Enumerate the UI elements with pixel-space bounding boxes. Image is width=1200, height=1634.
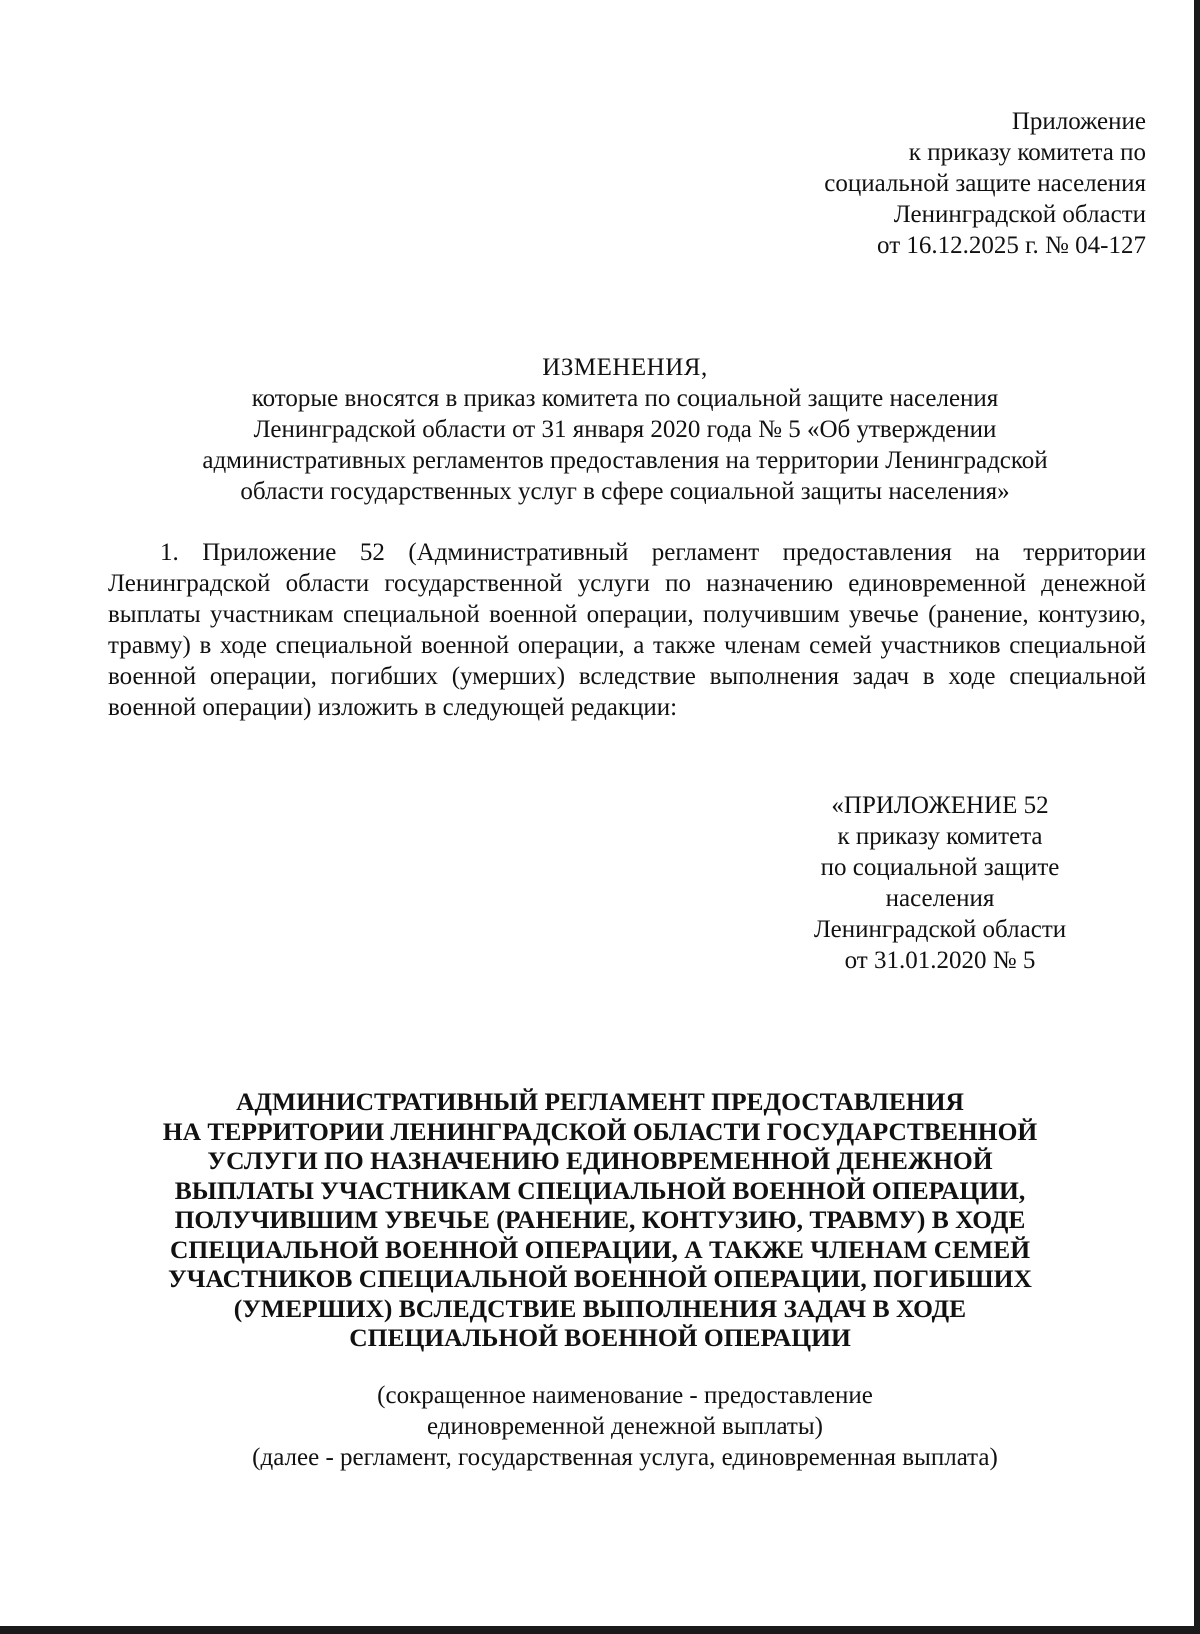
short-name-block — [100, 1380, 1150, 1473]
changes-subtitle-line: Ленинградской области от 31 января 2020 года № 5 «Об утверждении — [253, 416, 997, 443]
regulation-title-line: АДМИНИСТРАТИВНЫЙ РЕГЛАМЕНТ ПРЕДОСТАВЛЕНИЯ — [236, 1087, 964, 1116]
scan-edge-bottom — [0, 1626, 1200, 1634]
approval-line: Приложение — [1011, 108, 1146, 135]
changes-heading — [100, 352, 1150, 507]
changes-subtitle-line: административных регламентов предоставления на территории Ленинградской — [202, 447, 1048, 474]
regulation-title — [60, 1087, 1140, 1353]
annex-line: населения — [885, 885, 995, 912]
regulation-title-line: НА ТЕРРИТОРИИ ЛЕНИНГРАДСКОЙ ОБЛАСТИ ГОСУДАРСТВЕННОЙ — [162, 1116, 1038, 1146]
approval-order-number: от 16.12.2025 г. № 04-127 — [877, 232, 1146, 259]
paragraph-1: 1. Приложение 52 (Административный регламент предоставления на территории Ленинградской области государственной услуги по назначению единовременной денежной выплаты участникам специальной военной операции, получившим увечье (ранение, контузию, травму) в ходе специальной военной операции, а также членам семей участников специальной военной операции, погибших (умерших) вследствие выполнения задач в ходе специальной военной операции) изложить в следующей редакции: — [108, 539, 1146, 721]
regulation-title-line: ВЫПЛАТЫ УЧАСТНИКАМ СПЕЦИАЛЬНОЙ ВОЕННОЙ ОПЕРАЦИИ, — [174, 1175, 1026, 1205]
regulation-title-line: СПЕЦИАЛЬНОЙ ВОЕННОЙ ОПЕРАЦИИ, А ТАКЖЕ ЧЛЕНАМ СЕМЕЙ — [169, 1234, 1031, 1264]
annex-header — [760, 790, 1120, 976]
changes-subtitle-line: области государственных услуг в сфере социальной защиты населения» — [240, 478, 1010, 505]
approval-line: к приказу комитета по — [908, 139, 1146, 166]
short-name-line: единовременной денежной выплаты) — [427, 1413, 823, 1440]
regulation-title-line: ПОЛУЧИВШИМ УВЕЧЬЕ (РАНЕНИЕ, КОНТУЗИЮ, ТРАВМУ) В ХОДЕ — [174, 1205, 1026, 1234]
approval-stamp-block — [626, 106, 1146, 261]
regulation-title-line: УЧАСТНИКОВ СПЕЦИАЛЬНОЙ ВОЕННОЙ ОПЕРАЦИИ, ПОГИБШИХ — [168, 1264, 1032, 1293]
annex-line: по социальной защите — [820, 854, 1060, 881]
regulation-title-line: (УМЕРШИХ) ВСЛЕДСТВИЕ ВЫПОЛНЕНИЯ ЗАДАЧ В ХОДЕ — [233, 1293, 967, 1323]
changes-subtitle-line: которые вносятся в приказ комитета по социальной защите населения — [251, 385, 999, 412]
approval-line: Ленинградской области — [893, 201, 1146, 228]
scan-edge-right — [1194, 0, 1200, 1634]
regulation-title-line: СПЕЦИАЛЬНОЙ ВОЕННОЙ ОПЕРАЦИИ — [349, 1323, 851, 1352]
annex-line: от 31.01.2020 № 5 — [844, 947, 1036, 974]
approval-line: социальной защите населения — [824, 170, 1146, 197]
short-name-line: (сокращенное наименование - предоставление — [377, 1382, 873, 1409]
short-name-line: (далее - регламент, государственная услуга, единовременная выплата) — [252, 1444, 998, 1471]
annex-line: «ПРИЛОЖЕНИЕ 52 — [831, 792, 1049, 819]
changes-title: ИЗМЕНЕНИЯ, — [542, 354, 708, 381]
annex-line: Ленинградской области — [813, 916, 1067, 943]
annex-line: к приказу комитета — [837, 823, 1043, 850]
regulation-title-line: УСЛУГИ ПО НАЗНАЧЕНИЮ ЕДИНОВРЕМЕННОЙ ДЕНЕЖНОЙ — [207, 1146, 993, 1175]
